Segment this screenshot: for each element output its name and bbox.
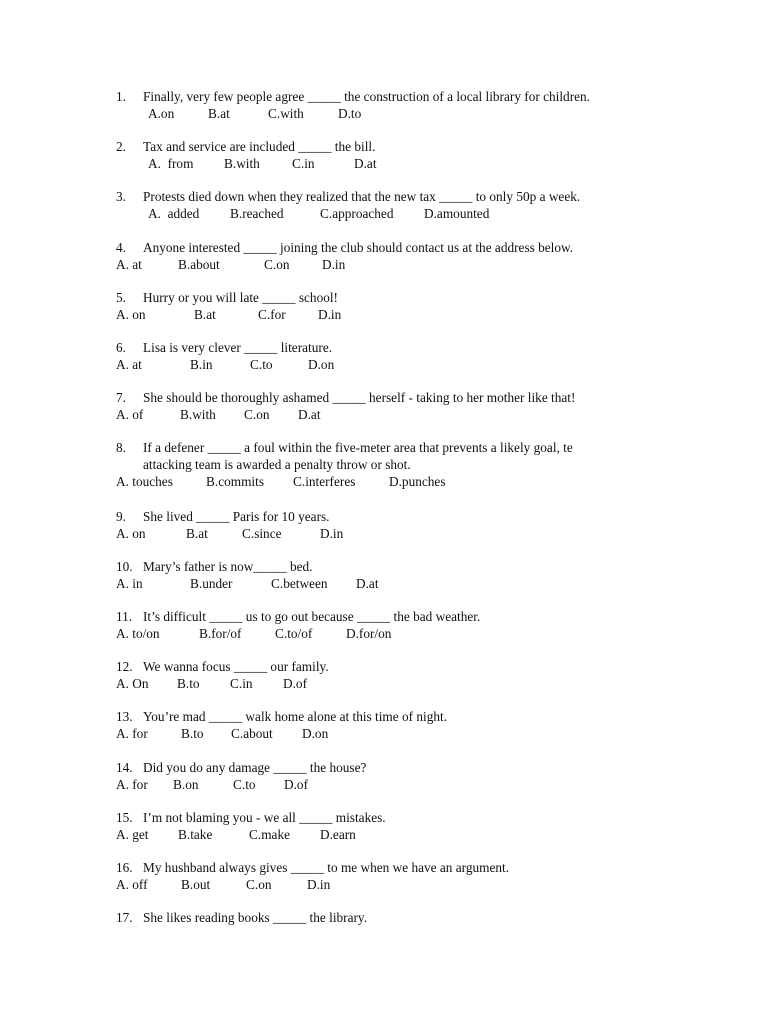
answer-option: C.to xyxy=(233,777,256,792)
answer-option: A. added xyxy=(148,206,200,221)
question-stem: Anyone interested _____ joining the club should contact us at the address below. xyxy=(143,240,574,255)
question-item xyxy=(116,909,726,926)
question-number: 13. xyxy=(116,709,133,724)
answer-option: A. On xyxy=(116,676,149,691)
question-item xyxy=(116,708,726,742)
answer-option: A. off xyxy=(116,877,148,892)
question-number: 9. xyxy=(116,509,126,524)
question-item xyxy=(116,339,726,373)
answer-option: A. at xyxy=(116,357,142,372)
question-number: 4. xyxy=(116,240,126,255)
question-line xyxy=(116,558,726,575)
question-item xyxy=(116,558,726,592)
question-number: 8. xyxy=(116,440,126,455)
answer-options xyxy=(116,205,726,222)
question-item xyxy=(116,188,726,222)
answer-option: A. from xyxy=(148,156,194,171)
answer-options xyxy=(116,826,726,843)
answer-option: A. at xyxy=(116,257,142,272)
question-number: 6. xyxy=(116,340,126,355)
question-number: 14. xyxy=(116,760,133,775)
question-item xyxy=(116,508,726,542)
answer-option: B.with xyxy=(224,156,260,171)
answer-option: C.on xyxy=(244,407,270,422)
answer-option: B.reached xyxy=(230,206,284,221)
question-stem: Finally, very few people agree _____ the construction of a local library for children. xyxy=(143,89,591,104)
question-number: 7. xyxy=(116,390,126,405)
question-line xyxy=(116,339,726,356)
answer-option: A. on xyxy=(116,307,146,322)
answer-option: A. for xyxy=(116,777,148,792)
answer-option: C.since xyxy=(242,526,282,541)
answer-options xyxy=(116,776,726,793)
answer-option: B.on xyxy=(173,777,199,792)
answer-option: C.with xyxy=(268,106,304,121)
question-item xyxy=(116,389,726,423)
answer-options xyxy=(116,876,726,893)
question-item xyxy=(116,88,726,122)
question-item xyxy=(116,289,726,323)
answer-option: D.at xyxy=(356,576,379,591)
answer-options xyxy=(116,675,726,692)
answer-option: D.in xyxy=(322,257,346,272)
answer-option: C.about xyxy=(231,726,273,741)
answer-options xyxy=(116,575,726,592)
question-line xyxy=(116,658,726,675)
answer-option: D.in xyxy=(318,307,342,322)
answer-option: B.at xyxy=(208,106,230,121)
question-number: 10. xyxy=(116,559,133,574)
answer-option: B.to xyxy=(177,676,200,691)
answer-option: A. to/on xyxy=(116,626,160,641)
answer-option: B.at xyxy=(186,526,208,541)
answer-option: B.commits xyxy=(206,474,264,489)
answer-option: D.in xyxy=(307,877,331,892)
answer-option: D.punches xyxy=(389,474,446,489)
answer-option: B.about xyxy=(178,257,220,272)
question-line xyxy=(116,508,726,525)
question-stem: We wanna focus _____ our family. xyxy=(143,659,329,674)
answer-option: C.between xyxy=(271,576,328,591)
question-stem: You’re mad _____ walk home alone at this time of night. xyxy=(143,709,448,724)
answer-option: C.in xyxy=(230,676,253,691)
question-line xyxy=(116,859,726,876)
answer-option: D.earn xyxy=(320,827,356,842)
answer-option: A. of xyxy=(116,407,144,422)
question-line xyxy=(116,608,726,625)
answer-options xyxy=(116,406,726,423)
question-stem: Hurry or you will late _____ school! xyxy=(143,290,338,305)
answer-option: B.with xyxy=(180,407,216,422)
answer-option: C.on xyxy=(246,877,272,892)
question-item xyxy=(116,138,726,172)
question-number: 17. xyxy=(116,910,133,925)
answer-option: C.interferes xyxy=(293,474,356,489)
answer-options xyxy=(116,306,726,323)
answer-option: C.approached xyxy=(320,206,394,221)
question-line xyxy=(116,138,726,155)
question-stem: Tax and service are included _____ the bill. xyxy=(143,139,376,154)
question-item xyxy=(116,439,726,490)
answer-option: D.in xyxy=(320,526,344,541)
question-line xyxy=(116,708,726,725)
question-stem: She lived _____ Paris for 10 years. xyxy=(143,509,330,524)
answer-options xyxy=(116,473,726,490)
answer-option: B.under xyxy=(190,576,233,591)
question-item xyxy=(116,658,726,692)
answer-option: C.to/of xyxy=(275,626,313,641)
question-line xyxy=(116,188,726,205)
answer-option: D.on xyxy=(308,357,335,372)
answer-option: D.of xyxy=(284,777,309,792)
answer-option: A. for xyxy=(116,726,148,741)
answer-options xyxy=(116,256,726,273)
question-line xyxy=(116,759,726,776)
question-number: 15. xyxy=(116,810,133,825)
question-item xyxy=(116,239,726,273)
answer-options xyxy=(116,356,726,373)
answer-option: B.out xyxy=(181,877,211,892)
answer-option: B.to xyxy=(181,726,204,741)
answer-option: A. in xyxy=(116,576,143,591)
question-item xyxy=(116,608,726,642)
question-stem: My hushband always gives _____ to me when we have an argument. xyxy=(143,860,510,875)
answer-option: A. touches xyxy=(116,474,173,489)
question-stem: attacking team is awarded a penalty throw or shot. xyxy=(143,457,411,472)
answer-option: D.of xyxy=(283,676,308,691)
question-item xyxy=(116,759,726,793)
question-stem: Did you do any damage _____ the house? xyxy=(143,760,367,775)
question-stem: Lisa is very clever _____ literature. xyxy=(143,340,333,355)
question-line xyxy=(116,809,726,826)
answer-options xyxy=(116,725,726,742)
question-item xyxy=(116,859,726,893)
answer-option: D.on xyxy=(302,726,329,741)
answer-option: A. on xyxy=(116,526,146,541)
answer-option: B.at xyxy=(194,307,216,322)
question-number: 2. xyxy=(116,139,126,154)
answer-option: C.for xyxy=(258,307,286,322)
answer-option: B.in xyxy=(190,357,213,372)
answer-option: A.on xyxy=(148,106,175,121)
question-line xyxy=(116,909,726,926)
question-line xyxy=(116,389,726,406)
answer-option: B.take xyxy=(178,827,213,842)
answer-option: B.for/of xyxy=(199,626,242,641)
answer-option: C.make xyxy=(249,827,290,842)
question-stem: Mary’s father is now_____ bed. xyxy=(143,559,313,574)
answer-option: D.at xyxy=(354,156,377,171)
question-stem: Protests died down when they realized that the new tax _____ to only 50p a week. xyxy=(143,189,581,204)
question-number: 5. xyxy=(116,290,126,305)
answer-options xyxy=(116,525,726,542)
question-number: 16. xyxy=(116,860,133,875)
question-line xyxy=(116,239,726,256)
answer-option: D.for/on xyxy=(346,626,392,641)
answer-options xyxy=(116,625,726,642)
question-number: 12. xyxy=(116,659,133,674)
question-line xyxy=(116,456,726,473)
answer-option: C.in xyxy=(292,156,315,171)
question-line xyxy=(116,289,726,306)
question-line xyxy=(116,439,726,456)
answer-option: C.to xyxy=(250,357,273,372)
question-number: 3. xyxy=(116,189,126,204)
question-number: 1. xyxy=(116,89,126,104)
question-line xyxy=(116,88,726,105)
answer-options xyxy=(116,155,726,172)
question-stem: She should be thoroughly ashamed _____ herself - taking to her mother like that! xyxy=(143,390,576,405)
question-stem: It’s difficult _____ us to go out because _____ the bad weather. xyxy=(143,609,481,624)
answer-option: D.at xyxy=(298,407,321,422)
answer-option: C.on xyxy=(264,257,290,272)
question-number: 11. xyxy=(116,609,133,624)
question-stem: She likes reading books _____ the library. xyxy=(143,910,368,925)
answer-option: D.to xyxy=(338,106,362,121)
answer-options xyxy=(116,105,726,122)
question-stem: I’m not blaming you - we all _____ mistakes. xyxy=(143,810,386,825)
answer-option: A. get xyxy=(116,827,149,842)
question-item xyxy=(116,809,726,843)
answer-option: D.amounted xyxy=(424,206,490,221)
question-stem: If a defener _____ a foul within the five-meter area that prevents a likely goal, te xyxy=(143,440,573,455)
